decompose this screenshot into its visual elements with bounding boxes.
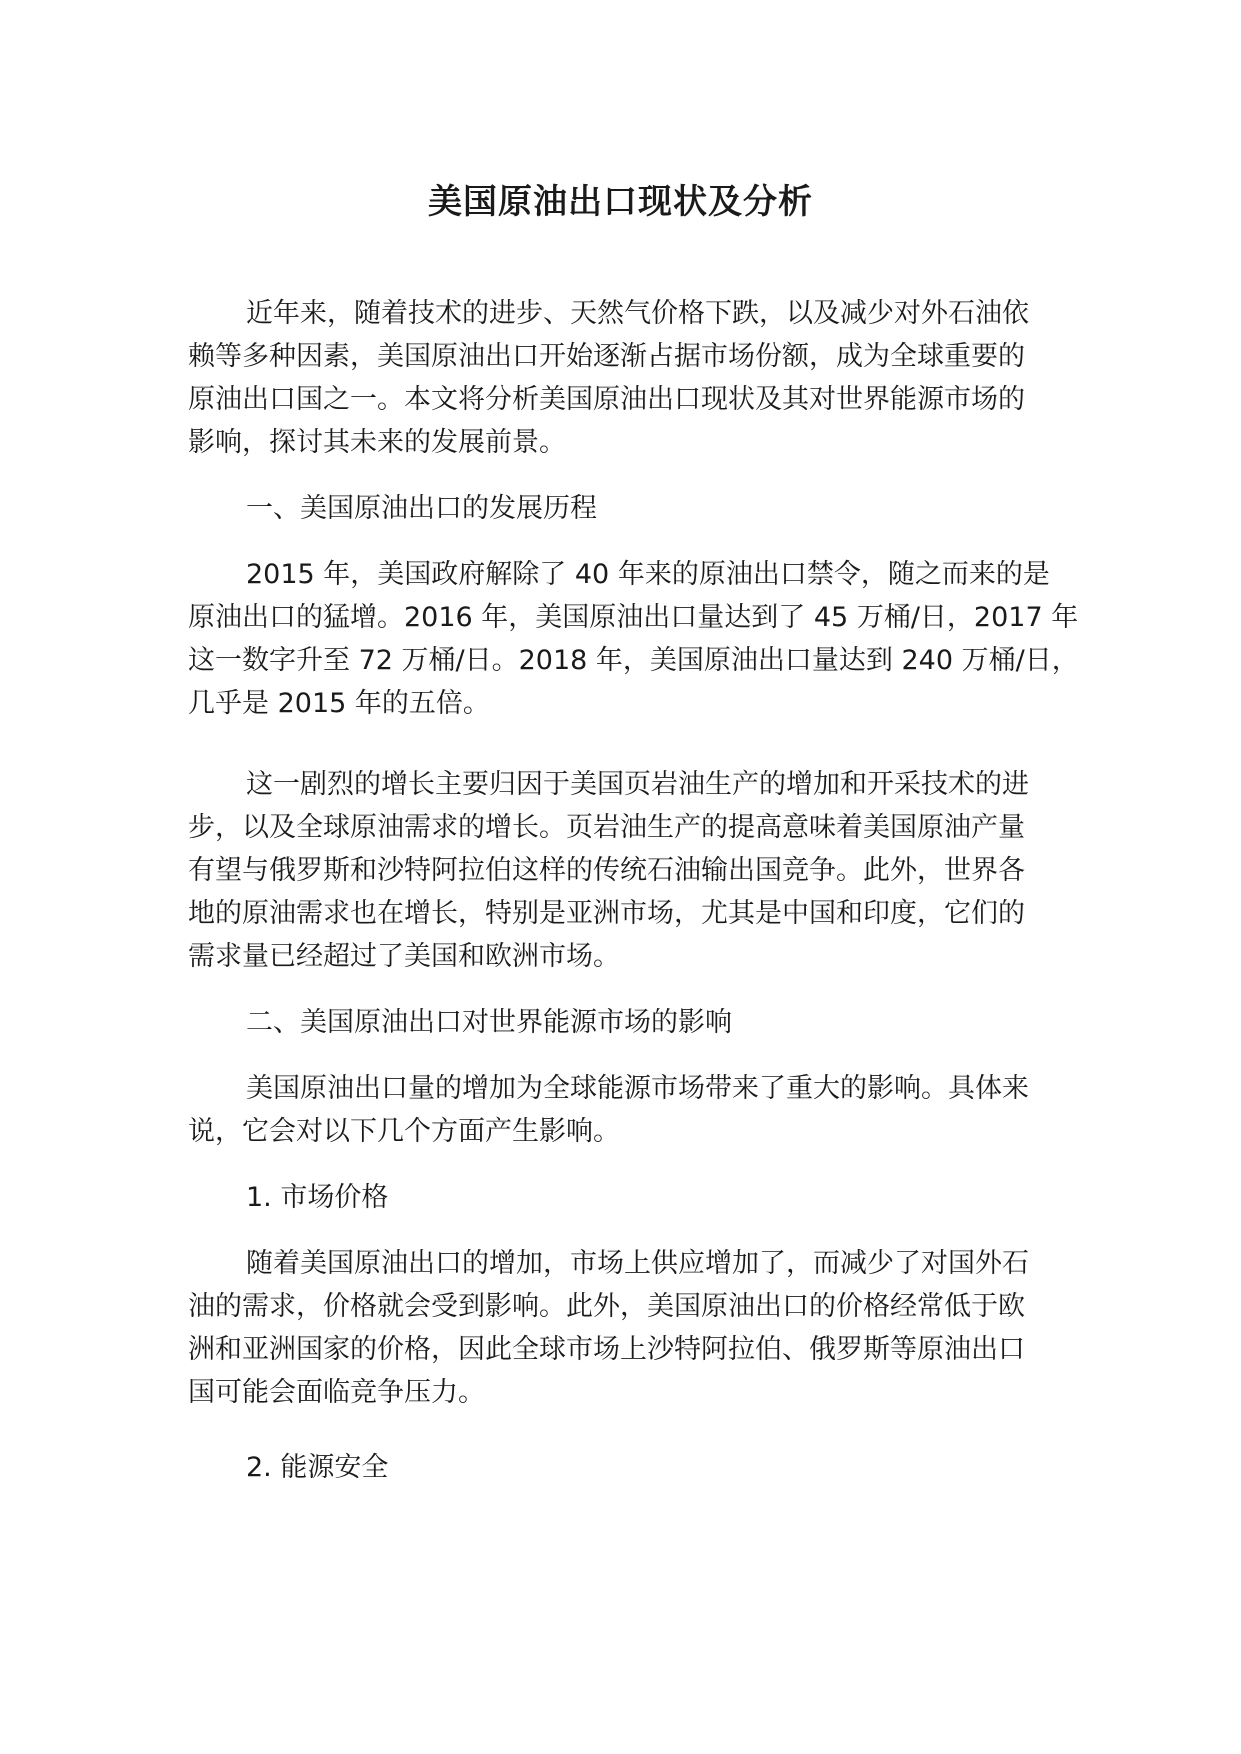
paragraph-line: 几乎是 2015 年的五倍。 bbox=[188, 688, 490, 719]
paragraph-line: 洲和亚洲国家的价格，因此全球市场上沙特阿拉伯、俄罗斯等原油出口 bbox=[188, 1334, 1025, 1365]
paragraph-line: 随着美国原油出口的增加，市场上供应增加了，而减少了对国外石 bbox=[246, 1248, 1029, 1279]
paragraph-line: 这一数字升至 72 万桶/日。2018 年，美国原油出口量达到 240 万桶/日， bbox=[188, 645, 1079, 676]
paragraph-line: 油的需求，价格就会受到影响。此外，美国原油出口的价格经常低于欧 bbox=[188, 1291, 1025, 1322]
paragraph-line: 这一剧烈的增长主要归因于美国页岩油生产的增加和开采技术的进 bbox=[246, 769, 1029, 800]
paragraph-line: 国可能会面临竞争压力。 bbox=[188, 1377, 485, 1408]
paragraph-line: 近年来，随着技术的进步、天然气价格下跌，以及减少对外石油依 bbox=[246, 298, 1029, 329]
paragraph-line: 赖等多种因素，美国原油出口开始逐渐占据市场份额，成为全球重要的 bbox=[188, 341, 1025, 372]
subsection-heading: 2. 能源安全 bbox=[246, 1452, 389, 1483]
paragraph-line: 2015 年，美国政府解除了 40 年来的原油出口禁令，随之而来的是 bbox=[246, 559, 1050, 590]
document-title: 美国原油出口现状及分析 bbox=[428, 182, 813, 222]
paragraph-line: 影响，探讨其未来的发展前景。 bbox=[188, 427, 566, 458]
paragraph-line: 原油出口的猛增。2016 年，美国原油出口量达到了 45 万桶/日，2017 年 bbox=[188, 602, 1079, 633]
paragraph-line: 有望与俄罗斯和沙特阿拉伯这样的传统石油输出国竞争。此外，世界各 bbox=[188, 855, 1025, 886]
paragraph-line: 地的原油需求也在增长，特别是亚洲市场，尤其是中国和印度，它们的 bbox=[188, 898, 1025, 929]
paragraph-line: 需求量已经超过了美国和欧洲市场。 bbox=[188, 941, 620, 972]
subsection-heading: 1. 市场价格 bbox=[246, 1182, 389, 1213]
paragraph-line: 说，它会对以下几个方面产生影响。 bbox=[188, 1116, 620, 1147]
section-heading: 二、美国原油出口对世界能源市场的影响 bbox=[246, 1007, 732, 1038]
section-heading: 一、美国原油出口的发展历程 bbox=[246, 493, 597, 524]
paragraph-line: 原油出口国之一。本文将分析美国原油出口现状及其对世界能源市场的 bbox=[188, 384, 1025, 415]
paragraph-line: 美国原油出口量的增加为全球能源市场带来了重大的影响。具体来 bbox=[246, 1073, 1029, 1104]
paragraph-line: 步，以及全球原油需求的增长。页岩油生产的提高意味着美国原油产量 bbox=[188, 812, 1025, 843]
